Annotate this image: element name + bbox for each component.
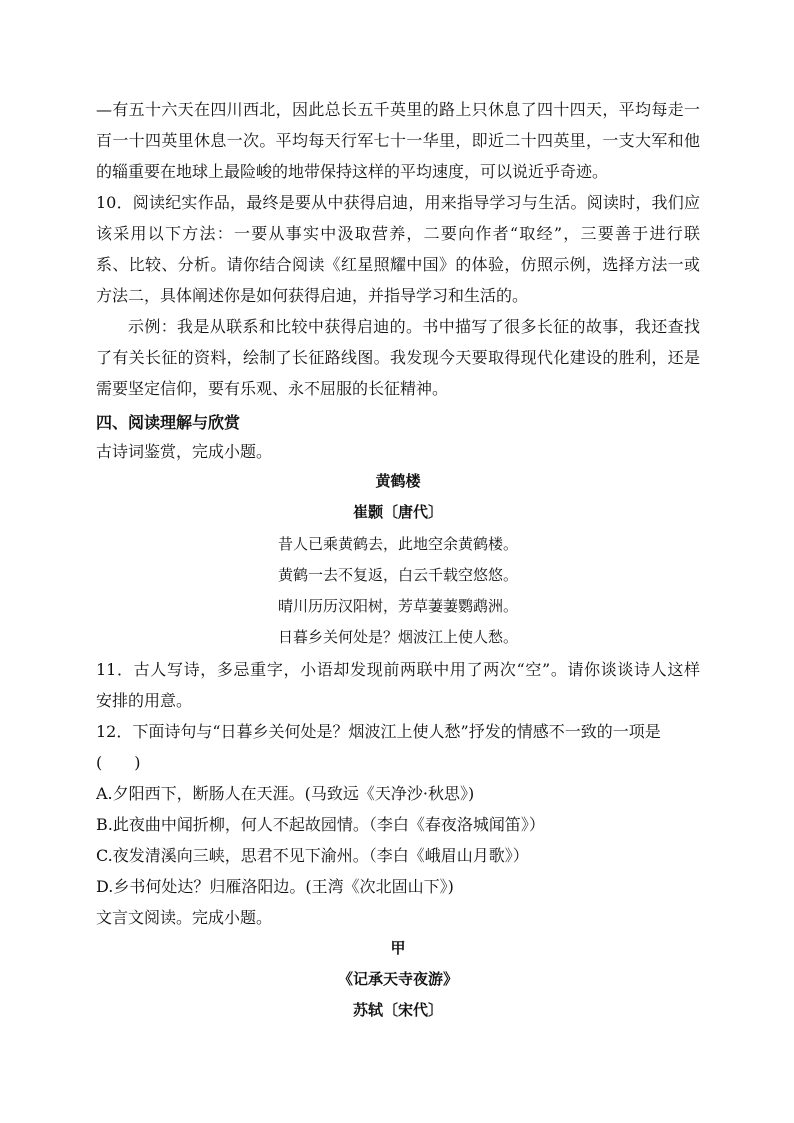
poem-title: 黄鹤楼 [375,472,421,490]
poem-line: 晴川历历汉阳树，芳草萋萋鹦鹉洲。 [277,597,518,615]
question-10-line: 该采用以下方法：一要从事实中汲取营养，二要向作者“取经”，三要善于进行联 [96,224,700,243]
section-heading: 四、阅读理解与欣赏 [96,413,241,432]
question-10-line: 系、比较、分析。请你结合阅读《红星照耀中国》的体验，仿照示例，选择方法一或 [96,255,700,274]
option-c: C.夜发清溪向三峡，思君不见下渝州。（李白《峨眉山月歌》） [96,846,529,865]
poem-line: 黄鹤一去不复返，白云千载空悠悠。 [277,566,518,584]
classical-intro: 文言文阅读。完成小题。 [96,908,273,927]
example-line: 示例：我是从联系和比较中获得启迪的。书中描写了很多长征的故事，我还查找 [128,317,700,336]
passage-line: —有五十六天在四川西北，因此总长五千英里的路上只休息了四十四天，平均每走一 [96,100,700,119]
passage-line: 的辎重要在地球上最险峻的地带保持这样的平均速度，可以说近乎奇迹。 [96,162,609,181]
passage-line: 百一十四英里休息一次。平均每天行军七十一华里，即近二十四英里，一支大军和他 [96,131,700,150]
poem-line: 日暮乡关何处是？烟波江上使人愁。 [277,628,518,646]
question-11-line: 安排的用意。 [96,691,193,710]
question-10-line: 10．阅读纪实作品，最终是要从中获得启迪，用来指导学习与生活。阅读时，我们应 [96,193,700,212]
question-10-line: 方法二，具体阐述你是如何获得启迪，并指导学习和生活的。 [96,286,529,305]
option-d: D.乡书何处达？归雁洛阳边。(王湾《次北固山下》) [96,877,454,896]
poem-line: 昔人已乘黄鹤去，此地空余黄鹤楼。 [277,535,518,553]
question-12-stem: 12．下面诗句与“日暮乡关何处是？烟波江上使人愁”抒发的情感不一致的一项是 [96,722,661,741]
classical-title: 《记承天寺夜游》 [337,970,458,988]
passage-label: 甲 [390,939,406,957]
option-a: A.夕阳西下，断肠人在天涯。(马致远《天净沙·秋思》) [96,784,475,803]
classical-author: 苏轼〔宋代〕 [352,1001,443,1019]
example-line: 了有关长征的资料，绘制了长征路线图。我发现今天要取得现代化建设的胜利，还是 [96,348,700,367]
example-line: 需要坚定信仰，要有乐观、永不屈服的长征精神。 [96,379,449,398]
question-12-paren: ( ) [96,753,141,772]
question-11-line: 11．古人写诗，多忌重字，小语却发现前两联中用了两次“空”。请你谈谈诗人这样 [96,660,700,679]
section-intro: 古诗词鉴赏，完成小题。 [96,442,273,461]
poem-author: 崔颢〔唐代〕 [352,503,443,521]
option-b: B.此夜曲中闻折柳，何人不起故园情。（李白《春夜洛城闻笛》） [96,815,545,834]
